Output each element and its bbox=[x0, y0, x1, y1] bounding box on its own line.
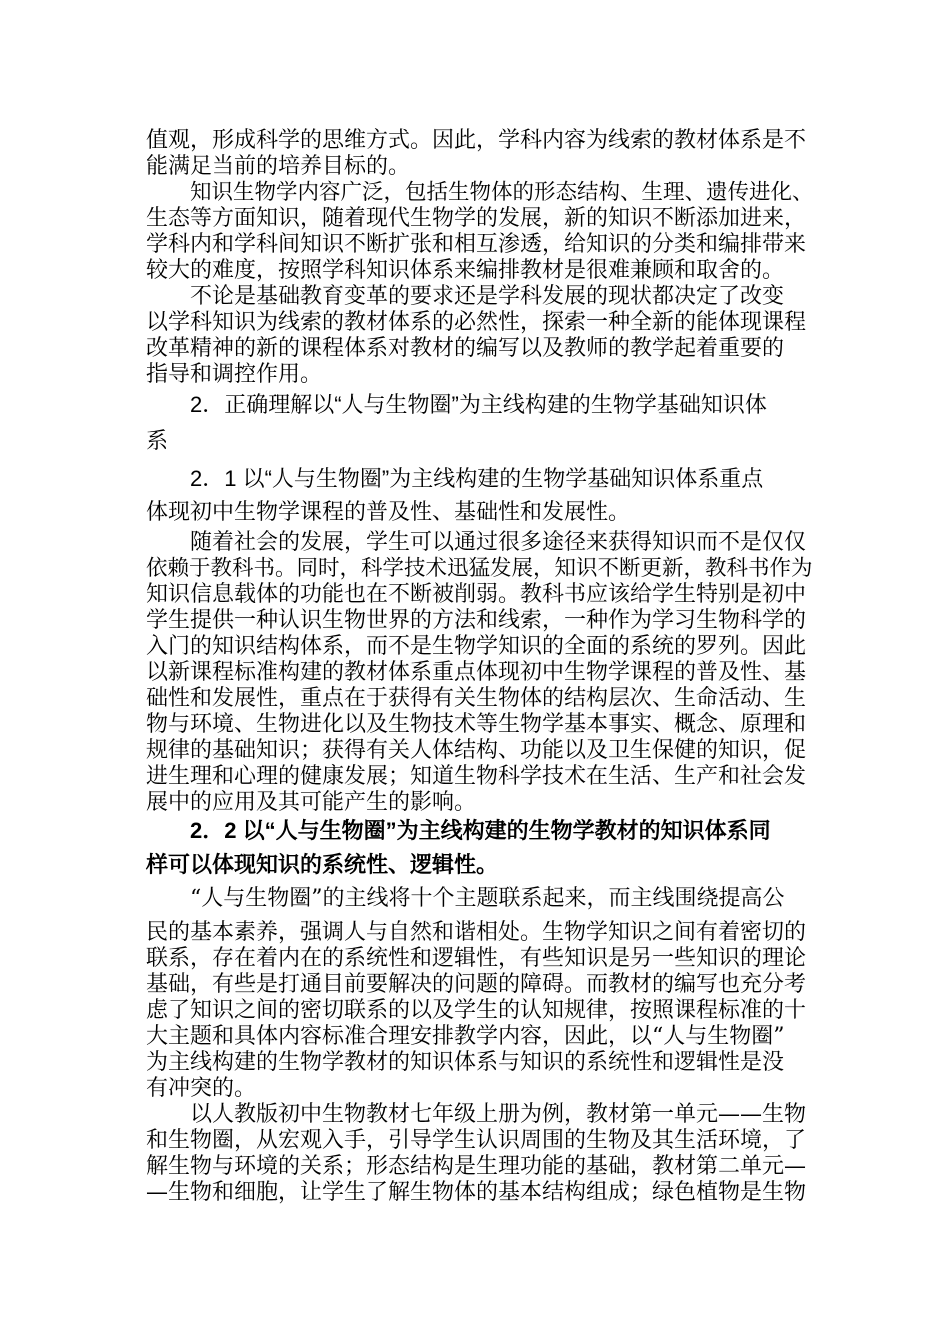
text-line: 有冲突的。 bbox=[146, 1076, 257, 1101]
text-line: 值观，形成科学的思维方式。因此，学科内容为线索的教材体系是不 bbox=[146, 128, 807, 153]
text-line: 以新课程标准构建的教材体系重点体现初中生物学课程的普及性、基 bbox=[146, 660, 807, 685]
text-line: 改革精神的新的课程体系对教材的编写以及教师的教学起着重要的 bbox=[146, 336, 785, 361]
text-line: 为主线构建的生物学教材的知识体系与知识的系统性和逻辑性是没 bbox=[146, 1050, 785, 1075]
text-line: 大主题和具体内容标准合理安排教学内容，因此，以“人与生物圈” bbox=[146, 1024, 785, 1049]
text-line: 进生理和心理的健康发展；知道生物科学技术在生活、生产和社会发 bbox=[146, 764, 807, 789]
paragraph-first-line: 随着社会的发展，学生可以通过很多途径来获得知识而不是仅仅 bbox=[190, 530, 807, 555]
text-line: 以学科知识为线索的教材体系的必然性，探索一种全新的能体现课程 bbox=[146, 310, 807, 335]
paragraph-first-line: “人与生物圈”的主线将十个主题联系起来，而主线围绕提高公 bbox=[190, 886, 785, 911]
text-line: 展中的应用及其可能产生的影响。 bbox=[146, 790, 477, 815]
paragraph-first-line: 知识生物学内容广泛，包括生物体的形态结构、生理、遗传进化、 bbox=[190, 180, 814, 205]
section-heading: 2．正确理解以“人与生物圈”为主线构建的生物学基础知识体 bbox=[190, 392, 767, 417]
text-line: 入门的知识结构体系，而不是生物学知识的全面的系统的罗列。因此 bbox=[146, 634, 807, 659]
text-line: 虑了知识之间的密切联系的以及学生的认知规律，按照课程标准的十 bbox=[146, 998, 807, 1023]
subsection-heading-continued: 体现初中生物学课程的普及性、基础性和发展性。 bbox=[146, 500, 631, 525]
section-heading-continued: 系 bbox=[146, 428, 169, 453]
text-line: 联系，存在着内在的系统性和逻辑性，有些知识是另一些知识的理论 bbox=[146, 946, 807, 971]
text-line: 民的基本素养，强调人与自然和谐相处。生物学知识之间有着密切的 bbox=[146, 920, 807, 945]
text-line: 能满足当前的培养目标的。 bbox=[146, 154, 411, 179]
text-line: 学生提供一种认识生物世界的方法和线索，一种作为学习生物科学的 bbox=[146, 608, 807, 633]
text-line: 较大的难度，按照学科知识体系来编排教材是很难兼顾和取舍的。 bbox=[146, 258, 785, 283]
paragraph-first-line: 不论是基础教育变革的要求还是学科发展的现状都决定了改变 bbox=[190, 284, 785, 309]
text-line: 依赖于教科书。同时，科学技术迅猛发展，知识不断更新，教科书作为 bbox=[146, 556, 813, 581]
text-line: 学科内和学科间知识不断扩张和相互渗透，给知识的分类和编排带来 bbox=[146, 232, 807, 257]
paragraph-first-line: 以人教版初中生物教材七年级上册为例，教材第一单元——生物 bbox=[190, 1102, 807, 1127]
text-line: 指导和调控作用。 bbox=[146, 362, 323, 387]
text-line: 物与环境、生物进化以及生物技术等生物学基本事实、概念、原理和 bbox=[146, 712, 807, 737]
text-line: 解生物与环境的关系；形态结构是生理功能的基础，教材第二单元— bbox=[146, 1154, 807, 1179]
text-line: 基础，有些是打通目前要解决的问题的障碍。而教材的编写也充分考 bbox=[146, 972, 807, 997]
text-line: 知识信息载体的功能也在不断被削弱。教科书应该给学生特别是初中 bbox=[146, 582, 807, 607]
bold-subsection-heading-continued: 样可以体现知识的系统性、逻辑性。 bbox=[146, 852, 499, 877]
text-line: —生物和细胞，让学生了解生物体的基本结构组成；绿色植物是生物 bbox=[146, 1180, 807, 1205]
text-line: 础性和发展性，重点在于获得有关生物体的结构层次、生命活动、生 bbox=[146, 686, 807, 711]
text-line: 生态等方面知识，随着现代生物学的发展，新的知识不断添加进来， bbox=[146, 206, 807, 231]
text-line: 规律的基础知识；获得有关人体结构、功能以及卫生保健的知识，促 bbox=[146, 738, 807, 763]
subsection-heading: 2．1 以“人与生物圈”为主线构建的生物学基础知识体系重点 bbox=[190, 466, 764, 491]
bold-subsection-heading: 2．2 以“人与生物圈”为主线构建的生物学教材的知识体系同 bbox=[190, 818, 771, 843]
text-line: 和生物圈，从宏观入手，引导学生认识周围的生物及其生活环境，了 bbox=[146, 1128, 807, 1153]
